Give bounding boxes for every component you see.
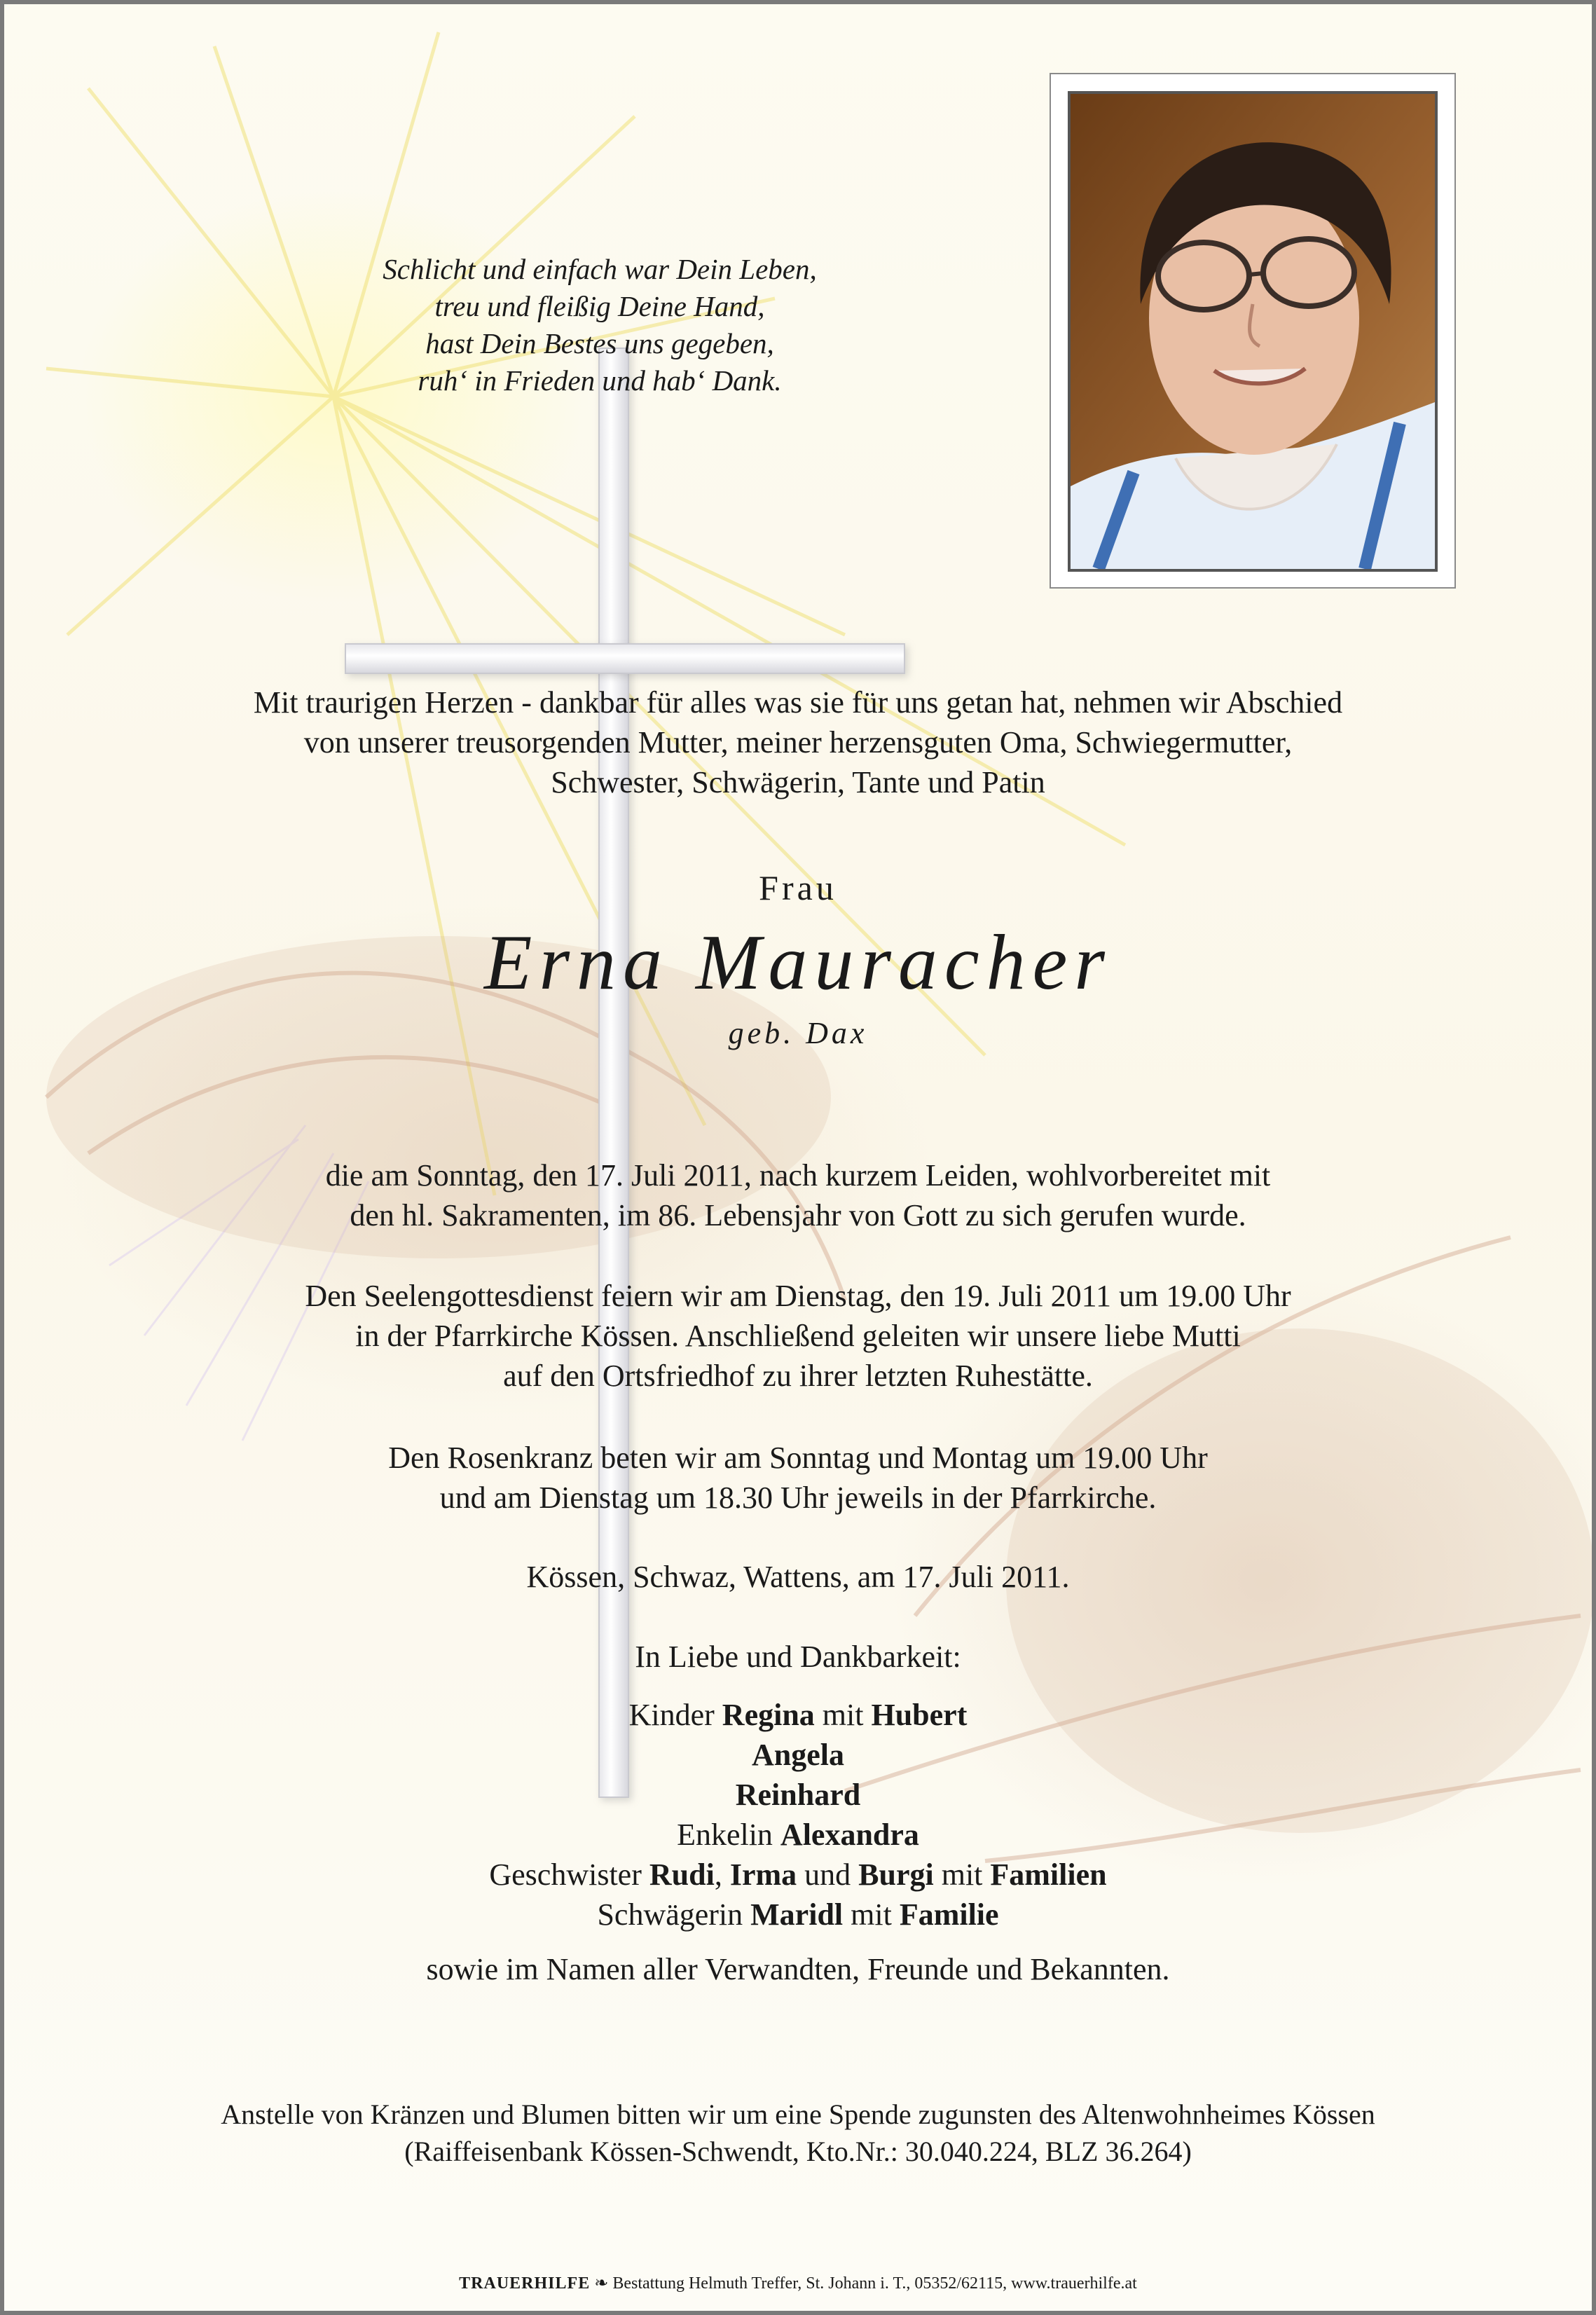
feather-icon: ❧ [594, 2274, 609, 2293]
mourners-grandchild-line [4, 1815, 1592, 1855]
mourners-list [4, 1695, 1592, 1935]
funeral-mass-paragraph [4, 1276, 1592, 1396]
sibling-name: Irma [729, 1857, 797, 1892]
comma: , [714, 1857, 722, 1892]
undertaker-footer [4, 2273, 1592, 2293]
portrait-photo [1068, 91, 1438, 572]
sister-in-law-name: Maridl [750, 1897, 844, 1932]
mass-line: auf den Ortsfriedhof zu ihrer letzten Ruhestätte. [503, 1359, 1093, 1393]
grandchild-prefix: Enkelin [677, 1818, 773, 1852]
children-prefix: Kinder [628, 1698, 715, 1732]
mourners-line [4, 1775, 1592, 1815]
child-name: Reinhard [735, 1778, 861, 1812]
sibling-name: Burgi [858, 1857, 934, 1892]
siblings-prefix: Geschwister [489, 1857, 642, 1892]
intro-paragraph [4, 682, 1592, 802]
with-word: mit [941, 1857, 983, 1892]
portrait-frame [1050, 73, 1456, 589]
intro-line: Schwester, Schwägerin, Tante und Patin [551, 765, 1045, 799]
verse-line: hast Dein Bestes uns gegeben, [425, 327, 774, 359]
mourners-children-line [4, 1695, 1592, 1735]
footer-brand: TRAUERHILFE [459, 2274, 591, 2293]
death-line: die am Sonntag, den 17. Juli 2011, nach kurzem Leiden, wohlvorbereitet mit [325, 1158, 1271, 1193]
child-name: Regina [722, 1698, 815, 1732]
with-word: mit [822, 1698, 864, 1732]
honorific-title: Frau [759, 868, 837, 907]
rosary-line: Den Rosenkranz beten wir am Sonntag und Montag um 19.00 Uhr [388, 1441, 1208, 1475]
rosary-paragraph [4, 1438, 1592, 1518]
death-line: den hl. Sakramenten, im 86. Lebensjahr von Gott zu sich gerufen wurde. [350, 1198, 1246, 1232]
mass-line: Den Seelengottesdienst feiern wir am Dienstag, den 19. Juli 2011 um 19.00 Uhr [305, 1279, 1291, 1313]
grandchild-name: Alexandra [780, 1818, 919, 1852]
mourners-heading: In Liebe und Dankbarkeit: [635, 1640, 961, 1674]
verse-line: Schlicht und einfach war Dein Leben, [383, 253, 817, 285]
rosary-line: und am Dienstag um 18.30 Uhr jeweils in der Pfarrkirche. [439, 1481, 1157, 1515]
donation-line: Anstelle von Kränzen und Blumen bitten wir um eine Spende zugunsten des Altenwohnheimes Kössen [221, 2098, 1375, 2130]
sibling-name: Rudi [649, 1857, 715, 1892]
deceased-name: Erna Mauracher [484, 919, 1112, 1006]
cross-horizontal-beam [345, 643, 905, 674]
death-notice-paragraph [4, 1155, 1592, 1235]
donation-line: (Raiffeisenbank Kössen-Schwendt, Kto.Nr.: 30.040.224, BLZ 36.264) [404, 2136, 1192, 2167]
child-name: Angela [752, 1738, 844, 1772]
intro-line: von unserer treusorgenden Mutter, meiner herzensguten Oma, Schwiegermutter, [303, 725, 1293, 760]
family-word: Familie [899, 1897, 999, 1932]
maiden-name: geb. Dax [728, 1016, 868, 1050]
donation-request [4, 2096, 1592, 2170]
verse-line: ruh‘ in Frieden und hab‘ Dank. [418, 364, 782, 397]
verse-line: treu und fleißig Deine Hand, [434, 290, 765, 322]
relatives-line: sowie im Namen aller Verwandten, Freunde und Bekannten. [426, 1952, 1170, 1986]
memorial-verse [263, 251, 936, 399]
mourners-siblings-line [4, 1855, 1592, 1895]
intro-line: Mit traurigen Herzen - dankbar für alles was sie für uns getan hat, nehmen wir Abschied [253, 685, 1343, 720]
footer-text: Bestattung Helmuth Treffer, St. Johann i. T., 05352/62115, www.trauerhilfe.at [612, 2274, 1137, 2293]
place-and-date: Kössen, Schwaz, Wattens, am 17. Juli 2011. [526, 1560, 1070, 1594]
sister-in-law-prefix: Schwägerin [597, 1897, 743, 1932]
mourners-line [4, 1735, 1592, 1775]
with-word: mit [851, 1897, 892, 1932]
mass-line: in der Pfarrkirche Kössen. Anschließend geleiten wir unsere liebe Mutti [355, 1319, 1241, 1353]
families-word: Familien [990, 1857, 1107, 1892]
and-word: und [804, 1857, 851, 1892]
mourners-sister-in-law-line [4, 1895, 1592, 1935]
partner-name: Hubert [871, 1698, 968, 1732]
